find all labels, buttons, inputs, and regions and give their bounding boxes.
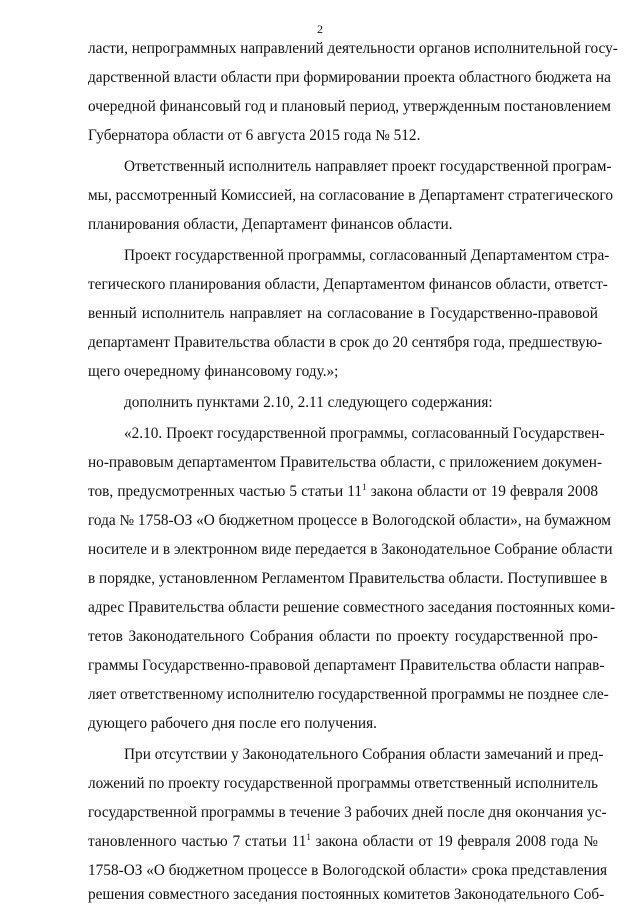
text-line: планирования области, Департамент финансов области. <box>88 216 453 233</box>
text-line: тетов Законодательного Собрания области по проекту государственной про- <box>88 628 598 645</box>
text-line: ложений по проекту государственной программы ответственный исполнитель <box>88 775 598 792</box>
page-number: 2 <box>317 22 323 36</box>
text-line: года № 1758-ОЗ «О бюджетном процессе в Вологодской области», на бумажном <box>88 512 611 529</box>
text-line: государственной программы в течение 3 рабочих дней после дня окончания ус- <box>88 804 607 821</box>
text-line: Губернатора области от 6 августа 2015 года № 512. <box>88 127 421 144</box>
text-line: но-правовым департаментом Правительства области, с приложением докумен- <box>88 454 603 471</box>
text-line: в порядке, установленном Регламентом Правительства области. Поступившее в <box>88 570 608 587</box>
text-line: тановленного частью 7 статьи $11^1$ закона области от 19 февраля 2008 года № <box>88 832 598 850</box>
text-line: тов, предусмотренных частью 5 статьи $11^1$ закона области от 19 февраля 2008 <box>88 482 598 500</box>
text-line: ласти, непрограммных направлений деятельности органов исполнительной госу- <box>88 40 618 57</box>
text-line: дополнить пунктами 2.10, 2.11 следующего содержания: <box>124 394 493 411</box>
text-line: щего очередному финансовому году.»; <box>88 363 339 380</box>
text-line: венный исполнитель направляет на согласование в Государственно-правовой <box>88 305 598 322</box>
text-line: носителе и в электронном виде передается в Законодательное Собрание области <box>88 541 613 558</box>
text-line: граммы Государственно-правовой департамент Правительства области направ- <box>88 657 605 674</box>
text-line: дарственной власти области при формировании проекта областного бюджета на <box>88 69 611 86</box>
text-line: Ответственный исполнитель направляет проект государственной програм- <box>124 158 612 175</box>
text-line: 1758-ОЗ «О бюджетном процессе в Вологодской области» срока представления <box>88 862 608 879</box>
text-line: адрес Правительства области решение совместного заседания постоянных коми- <box>88 599 616 616</box>
text-line: ляет ответственному исполнителю государственной программы не позднее сле- <box>88 686 609 703</box>
text-line: департамент Правительства области в срок до 20 сентября года, предшествую- <box>88 334 603 351</box>
text-line: мы, рассмотренный Комиссией, на согласование в Департамент стратегического <box>88 187 614 204</box>
text-line: При отсутствии у Законодательного Собрания области замечаний и пред- <box>124 746 604 763</box>
text-line: Проект государственной программы, согласованный Департаментом стра- <box>124 247 610 264</box>
text-line: решения совместного заседания постоянных комитетов Законодательного Соб- <box>88 886 605 903</box>
text-line: очередной финансовый год и плановый период, утвержденным постановлением <box>88 98 611 115</box>
text-line: «2.10. Проект государственной программы, согласованный Государствен- <box>124 425 605 442</box>
text-line: дующего рабочего дня после его получения. <box>88 715 377 732</box>
text-line: тегического планирования области, Департаментом финансов области, ответст- <box>88 276 608 293</box>
